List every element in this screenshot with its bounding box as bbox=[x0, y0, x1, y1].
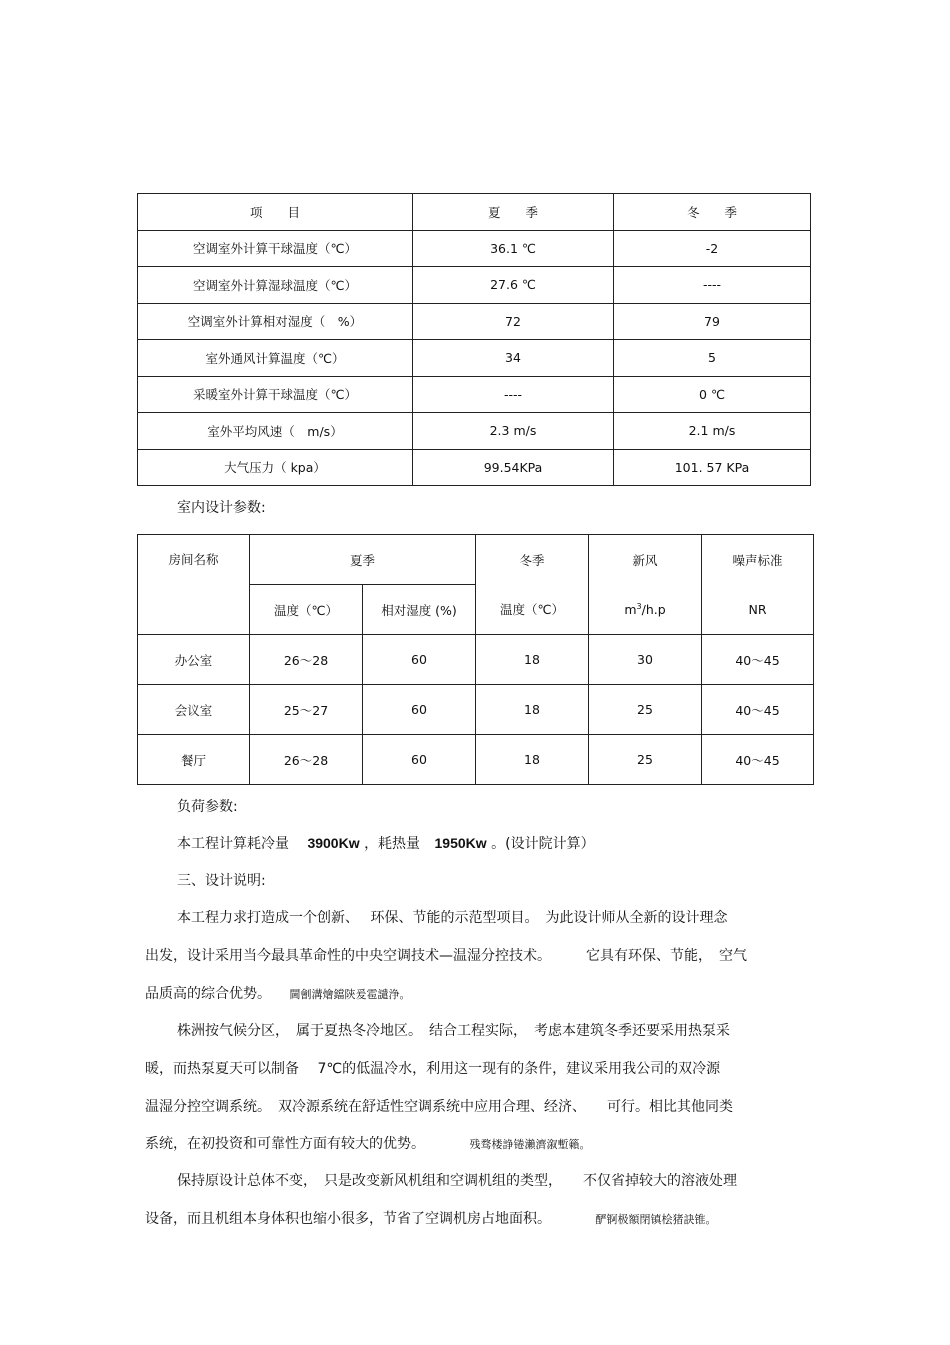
cell: 36.1 ℃ bbox=[413, 230, 614, 267]
heating-load-value: 1950Kw bbox=[434, 835, 487, 851]
cell: 大气压力（ kpa） bbox=[138, 449, 413, 486]
table-row bbox=[138, 449, 811, 486]
indoor-params-table bbox=[137, 534, 814, 785]
paragraph-1-line-1: 本工程力求打造成一个创新、 环保、节能的示范型项目。 为此设计师从全新的设计理念 bbox=[177, 910, 728, 926]
cell: 30 bbox=[589, 635, 702, 685]
garbled-text: 残骛楼諍锩瀨濟溆塹籟。 bbox=[469, 1138, 591, 1151]
cell: 空调室外计算干球温度（℃） bbox=[138, 230, 413, 267]
table-row bbox=[138, 635, 814, 685]
cell: 2.1 m∕s bbox=[614, 413, 811, 450]
cell: 60 bbox=[363, 685, 476, 735]
cell: 餐厅 bbox=[138, 735, 250, 785]
cell: 0 ℃ bbox=[614, 376, 811, 413]
cell: 空调室外计算湿球温度（℃） bbox=[138, 267, 413, 304]
table-row bbox=[138, 340, 811, 377]
garbled-text: 酽锕极額閉镇桧猪訣锥。 bbox=[595, 1213, 717, 1226]
header-winter: 冬 季 bbox=[614, 194, 811, 231]
paragraph-text: 品质高的综合优势。 bbox=[145, 986, 271, 1002]
header-noise-unit: NR bbox=[702, 585, 814, 635]
paragraph-3-line-2 bbox=[145, 1208, 716, 1228]
header-summer-rh: 相对湿度 (%) bbox=[363, 585, 476, 635]
paragraph-2-line-2: 暖，而热泵夏天可以制备 7℃的低温冷水，利用这一现有的条件，建议采用我公司的双冷源 bbox=[145, 1061, 721, 1077]
cooling-load-value: 3900Kw bbox=[307, 835, 360, 851]
table-row bbox=[138, 230, 811, 267]
cell: 18 bbox=[476, 685, 589, 735]
cell: 72 bbox=[413, 303, 614, 340]
cell: -2 bbox=[614, 230, 811, 267]
cell: 40～45 bbox=[702, 635, 814, 685]
cell: 18 bbox=[476, 635, 589, 685]
header-room-name: 房间名称 bbox=[138, 535, 250, 635]
unit-rest: /h.p bbox=[641, 601, 666, 617]
load-line bbox=[177, 833, 595, 853]
header-winter-temp: 温度（℃） bbox=[476, 585, 589, 635]
table-row bbox=[138, 303, 811, 340]
cell: 40～45 bbox=[702, 735, 814, 785]
header-summer: 夏季 bbox=[250, 535, 476, 585]
header-fresh-air: 新风 bbox=[589, 535, 702, 585]
cell: 60 bbox=[363, 635, 476, 685]
cell: 5 bbox=[614, 340, 811, 377]
cell: 25 bbox=[589, 735, 702, 785]
cell: 79 bbox=[614, 303, 811, 340]
cell: 27.6 ℃ bbox=[413, 267, 614, 304]
cell: 26～28 bbox=[250, 635, 363, 685]
garbled-text: 閫劊溝燴鐺陝爰雹譴浄。 bbox=[289, 988, 411, 1001]
paragraph-3-line-1: 保持原设计总体不变， 只是改变新风机组和空调机组的类型， 不仅省掉较大的溶液处理 bbox=[177, 1173, 737, 1189]
cell: 2.3 m∕s bbox=[413, 413, 614, 450]
cell: 会议室 bbox=[138, 685, 250, 735]
table-row bbox=[138, 735, 814, 785]
header-summer-temp: 温度（℃） bbox=[250, 585, 363, 635]
cell: ---- bbox=[614, 267, 811, 304]
header-item: 项 目 bbox=[138, 194, 413, 231]
table-row bbox=[138, 376, 811, 413]
table-header-row bbox=[138, 194, 811, 231]
unit-exponent: 3 bbox=[636, 601, 642, 611]
paragraph-2-line-4 bbox=[145, 1133, 590, 1153]
header-fresh-air-unit bbox=[589, 585, 702, 635]
header-noise: 噪声标准 bbox=[702, 535, 814, 585]
paragraph-2-line-1: 株洲按气候分区， 属于夏热冬冷地区。 结合工程实际， 考虑本建筑冬季还要采用热泵采 bbox=[177, 1023, 730, 1039]
load-heading: 负荷参数: bbox=[177, 799, 238, 815]
indoor-heading: 室内设计参数: bbox=[177, 500, 266, 516]
load-text-b: ，耗热量 bbox=[364, 836, 421, 852]
cell: 采暖室外计算干球温度（℃） bbox=[138, 376, 413, 413]
unit-base: m bbox=[624, 601, 637, 617]
cell: 办公室 bbox=[138, 635, 250, 685]
cell: 60 bbox=[363, 735, 476, 785]
table-header-row bbox=[138, 535, 814, 585]
paragraph-text: 系统，在初投资和可靠性方面有较大的优势。 bbox=[145, 1136, 425, 1152]
section-heading: 三、设计说明: bbox=[177, 873, 266, 889]
paragraph-text: 设备，而且机组本身体积也缩小很多，节省了空调机房占地面积。 bbox=[145, 1211, 551, 1227]
cell: 34 bbox=[413, 340, 614, 377]
cell: 18 bbox=[476, 735, 589, 785]
cell: 25～27 bbox=[250, 685, 363, 735]
cell: 101. 57 KPa bbox=[614, 449, 811, 486]
paragraph-2-line-3: 温湿分控空调系统。 双冷源系统在舒适性空调系统中应用合理、经济、 可行。相比其他同类 bbox=[145, 1099, 733, 1115]
cell: 99.54KPa bbox=[413, 449, 614, 486]
cell: 室外通风计算温度（℃） bbox=[138, 340, 413, 377]
cell: ---- bbox=[413, 376, 614, 413]
cell: 26～28 bbox=[250, 735, 363, 785]
cell: 40～45 bbox=[702, 685, 814, 735]
table-row bbox=[138, 267, 811, 304]
outdoor-params-table bbox=[137, 193, 811, 486]
table-row bbox=[138, 413, 811, 450]
cell: 室外平均风速（ m/s） bbox=[138, 413, 413, 450]
table-row bbox=[138, 685, 814, 735]
header-summer: 夏 季 bbox=[413, 194, 614, 231]
cell: 空调室外计算相对湿度（ %） bbox=[138, 303, 413, 340]
paragraph-1-line-3 bbox=[145, 983, 410, 1003]
header-winter: 冬季 bbox=[476, 535, 589, 585]
load-text-c: 。(设计院计算） bbox=[491, 836, 595, 852]
paragraph-1-line-2: 出发，设计采用当今最具革命性的中央空调技术—温湿分控技术。 它具有环保、节能， 空气 bbox=[145, 948, 747, 964]
load-text-a: 本工程计算耗冷量 bbox=[177, 836, 289, 852]
cell: 25 bbox=[589, 685, 702, 735]
